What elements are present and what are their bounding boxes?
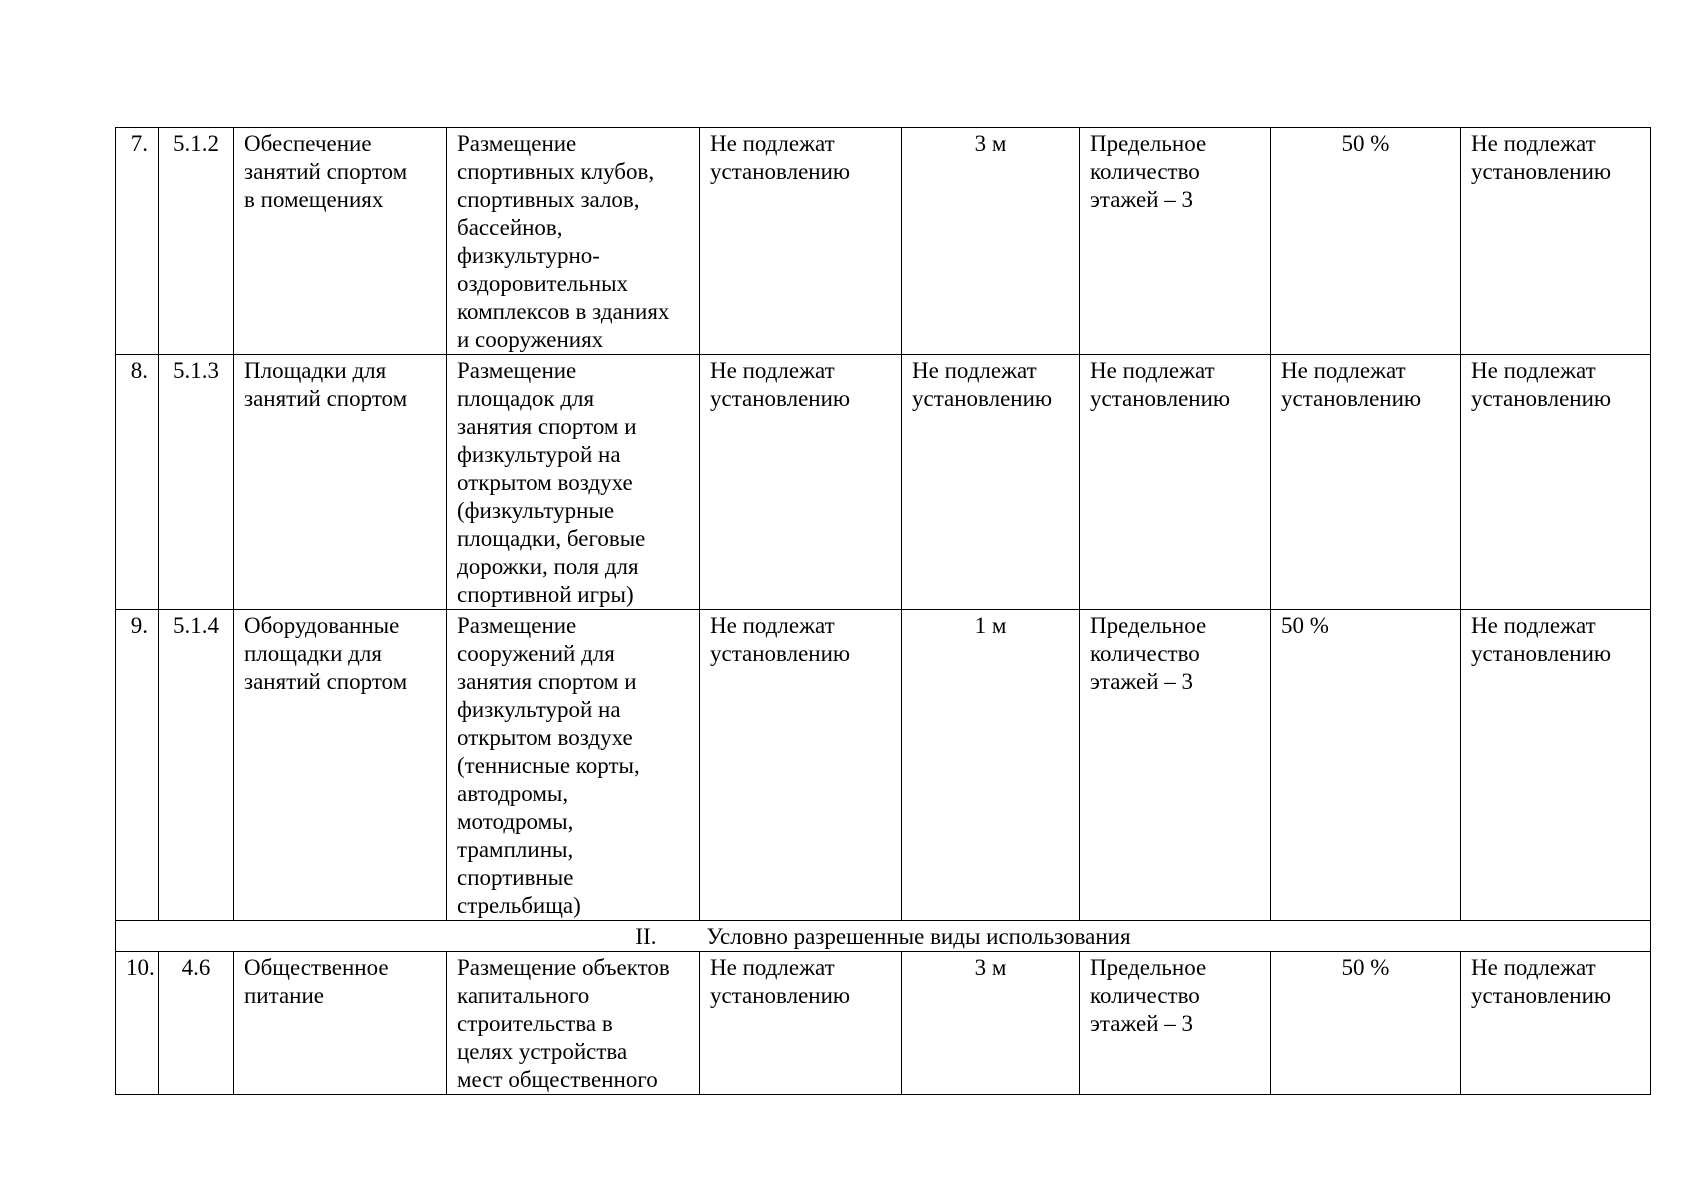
param-cell: Предельное количество этажей – 3 <box>1080 610 1271 921</box>
use-name: Общественное питание <box>234 952 447 1095</box>
param-cell: 50 % <box>1271 952 1461 1095</box>
section-number: II. <box>635 924 657 949</box>
use-description: Размещение спортивных клубов, спортивных залов, бассейнов, физкультурно- оздоровительных комплексов в зданиях и сооружениях <box>447 128 700 355</box>
param-cell: 1 м <box>902 610 1080 921</box>
param-cell: Не подлежат установлению <box>1461 952 1651 1095</box>
param-cell: 3 м <box>902 952 1080 1095</box>
use-description: Размещение площадок для занятия спортом и физкультурой на открытом воздухе (физкультурные площадки, беговые дорожки, поля для спортивной игры) <box>447 355 700 610</box>
param-cell: Не подлежат установлению <box>1461 355 1651 610</box>
section-heading <box>116 921 1651 952</box>
use-description: Размещение сооружений для занятия спортом и физкультурой на открытом воздухе (теннисные корты, автодромы, мотодромы, трамплины, спортивные стрельбища) <box>447 610 700 921</box>
table-row <box>116 952 1651 1095</box>
row-code: 5.1.4 <box>159 610 234 921</box>
param-cell: Не подлежат установлению <box>700 128 902 355</box>
land-use-table <box>115 127 1651 1095</box>
use-name: Площадки для занятий спортом <box>234 355 447 610</box>
param-cell: Предельное количество этажей – 3 <box>1080 128 1271 355</box>
param-cell: Не подлежат установлению <box>1461 610 1651 921</box>
param-cell: Не подлежат установлению <box>1080 355 1271 610</box>
row-number: 9. <box>116 610 159 921</box>
param-cell: 50 % <box>1271 610 1461 921</box>
row-code: 4.6 <box>159 952 234 1095</box>
section-row <box>116 921 1651 952</box>
param-cell: Не подлежат установлению <box>1461 128 1651 355</box>
row-code: 5.1.3 <box>159 355 234 610</box>
section-title: Условно разрешенные виды использования <box>706 924 1131 949</box>
table-row <box>116 610 1651 921</box>
use-name: Обеспечение занятий спортом в помещениях <box>234 128 447 355</box>
param-cell: 50 % <box>1271 128 1461 355</box>
use-name: Оборудованные площадки для занятий спортом <box>234 610 447 921</box>
param-cell: Не подлежат установлению <box>700 952 902 1095</box>
use-description: Размещение объектов капитального строительства в целях устройства мест общественного <box>447 952 700 1095</box>
param-cell: 3 м <box>902 128 1080 355</box>
table-row <box>116 128 1651 355</box>
row-number: 10. <box>116 952 159 1095</box>
param-cell: Не подлежат установлению <box>1271 355 1461 610</box>
param-cell: Не подлежат установлению <box>700 355 902 610</box>
param-cell: Предельное количество этажей – 3 <box>1080 952 1271 1095</box>
param-cell: Не подлежат установлению <box>902 355 1080 610</box>
table-row <box>116 355 1651 610</box>
param-cell: Не подлежат установлению <box>700 610 902 921</box>
row-code: 5.1.2 <box>159 128 234 355</box>
row-number: 7. <box>116 128 159 355</box>
row-number: 8. <box>116 355 159 610</box>
